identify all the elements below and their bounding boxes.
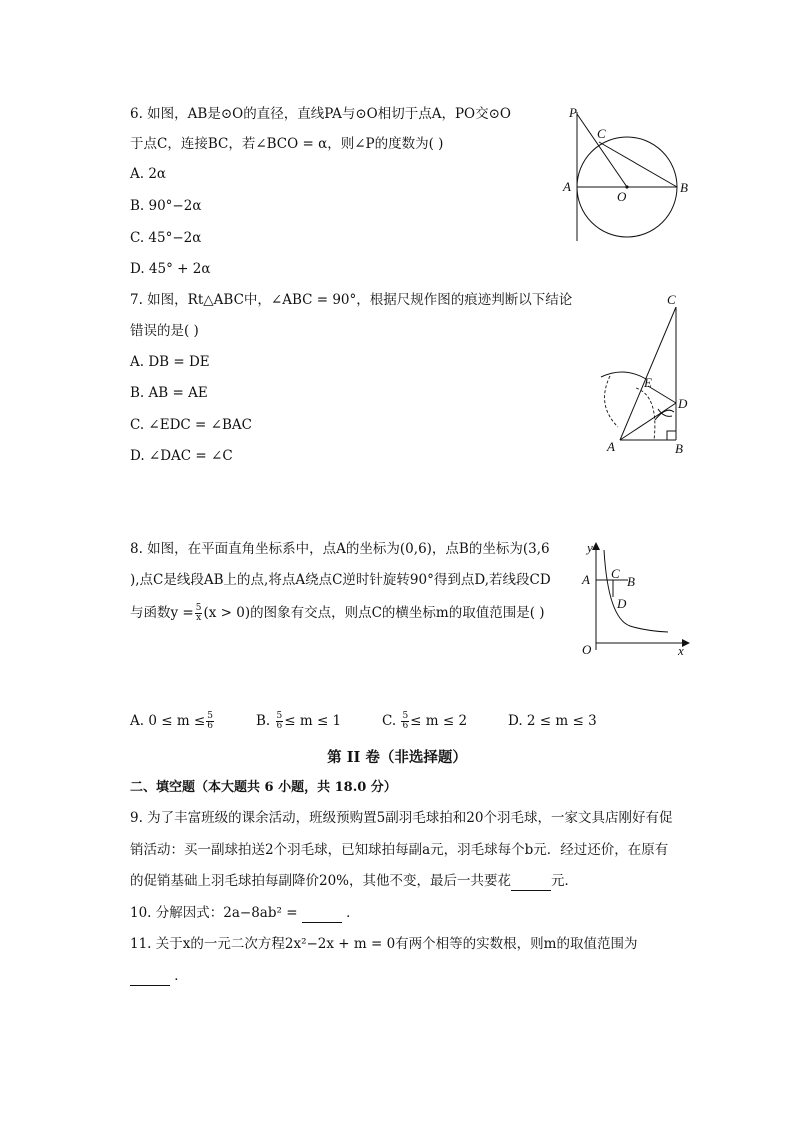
q8-option-c-fraction: $\frac{5}{6}$ [402,711,409,731]
q8-label-b: B [627,574,635,589]
part2-header: 二、填空题（本大题共 6 小题，共 18.0 分） [130,780,397,795]
q8-fraction-5-over-x: $\frac{5}{x}$ [195,603,202,623]
q8-label-o: O [582,642,592,657]
q8-label-x: x [678,643,684,658]
q6-label-o: O [617,189,627,204]
q7-option-c[interactable]: C. ∠EDC = ∠BAC [130,417,252,433]
q6-option-c[interactable]: C. 45°−2α [130,230,202,246]
q6-option-a[interactable]: A. 2α [130,166,167,182]
q8-stem-line3-post: (x > 0)的图象有交点，则点C的横坐标m的取值范围是( ) [203,605,545,621]
q6-option-d[interactable]: D. 45° + 2α [130,261,211,277]
q6-stem-line2: 于点C，连接BC，若∠BCO = α，则∠P的度数为( ) [130,136,444,152]
q8-option-d[interactable]: D. 2 ≤ m ≤ 3 [508,713,597,729]
q7-stem-line2: 错误的是( ) [130,323,199,339]
q6-label-a: A [563,179,571,194]
q8-coordinate-figure [574,538,694,658]
q7-label-c: C [667,292,676,307]
q8-option-a-fraction: $\frac{5}{6}$ [207,711,213,731]
q7-option-a[interactable]: A. DB = DE [130,354,210,370]
q7-triangle-figure [596,290,700,460]
q7-option-d[interactable]: D. ∠DAC = ∠C [130,448,233,464]
q10-line: 10. 分解因式：2a−8ab² = ． [130,905,360,921]
q8-option-a[interactable]: A. 0 ≤ m ≤ $\frac{5}{6}$ [130,711,213,731]
q8-option-b[interactable]: B. $\frac{5}{6}$ ≤ m ≤ 1 [256,711,342,731]
q11-answer-blank[interactable] [130,971,170,986]
q10-answer-blank[interactable] [302,908,342,923]
q7-option-b[interactable]: B. AB = AE [130,385,208,401]
q8-option-b-fraction: $\frac{5}{6}$ [276,711,283,731]
q7-label-b: B [675,441,683,456]
q8-label-d: D [617,596,627,611]
q7-stem-line1: 7. 如图，Rt△ABC中，∠ABC = 90°，根据尺规作图的痕迹判断以下结论 [130,292,573,308]
q8-stem-line2: ),点C是线段AB上的点,将点A绕点C逆时针旋转90°得到点D,若线段CD [130,572,551,588]
q8-option-c[interactable]: C. $\frac{5}{6}$ ≤ m ≤ 2 [382,711,468,731]
q9-answer-blank[interactable] [511,876,551,891]
q6-option-b[interactable]: B. 90°−2α [130,198,202,214]
q6-label-p: P [569,105,577,120]
q6-label-c: C [597,126,606,141]
q7-label-e: E [644,375,652,390]
q9-line3: 的促销基础上羽毛球拍每副降价20%，其他不变，最后一共要花 元． [130,873,579,889]
q8-label-y: y [587,540,593,555]
q6-stem-line1: 6. 如图，AB是⊙O的直径，直线PA与⊙O相切于点A，PO交⊙O [130,106,511,122]
q11-line2: ． [130,966,188,986]
q7-label-d: D [678,396,688,411]
q6-circle-figure [560,104,700,244]
q9-line1: 9. 为了丰富班级的课余活动，班级预购置5副羽毛球拍和20个羽毛球，一家文具店刚好有促 [130,810,673,826]
q9-line2: 销活动：买一副球拍送2个羽毛球，已知球拍每副a元，羽毛球每个b元．经过还价，在原有 [130,842,669,858]
q8-label-a: A [582,572,590,587]
q8-stem-line3 [130,603,545,623]
q7-label-a: A [607,439,615,454]
q6-label-b: B [680,180,688,195]
q11-line1: 11. 关于x的一元二次方程2x²−2x + m = 0有两个相等的实数根，则m的取值范围为 [130,936,638,952]
section-title: 第 II 卷（非选择题） [327,749,467,766]
q8-stem-line3-pre: 与函数y = [130,605,194,621]
q8-label-c: C [611,566,620,581]
q8-stem-line1: 8. 如图，在平面直角坐标系中，点A的坐标为(0,6)，点B的坐标为(3,6 [130,541,550,557]
